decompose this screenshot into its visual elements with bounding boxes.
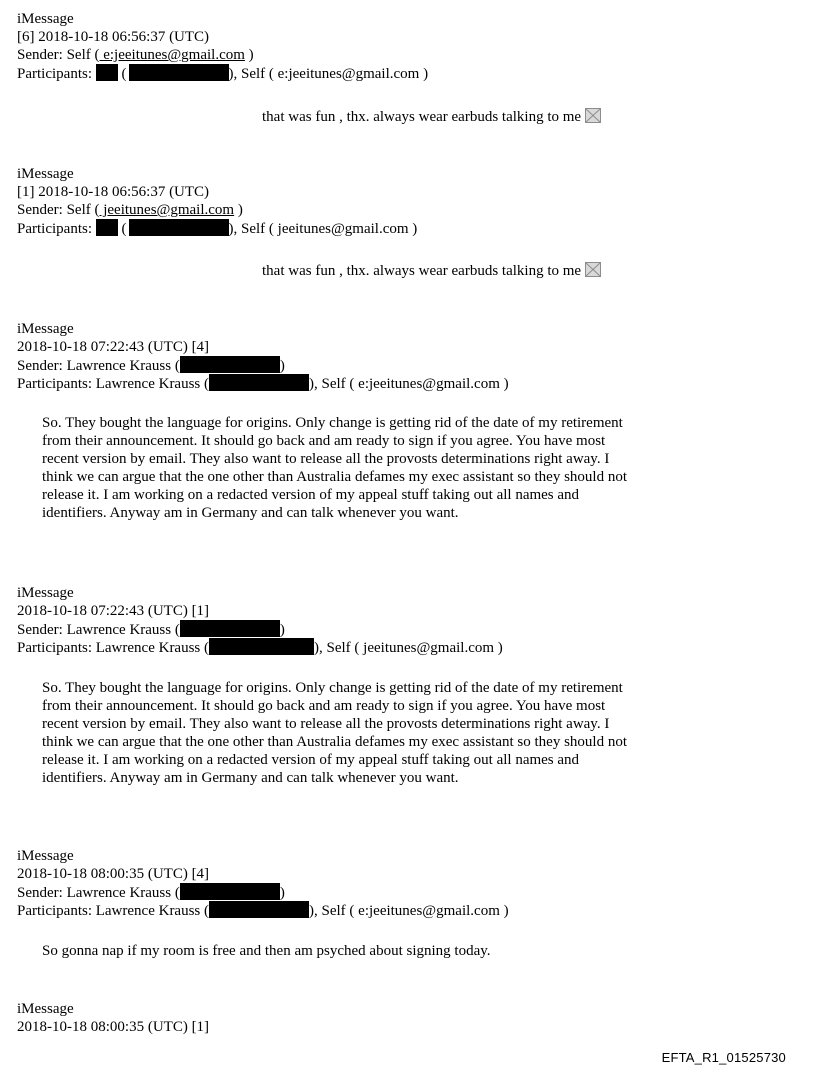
broken-image-icon (585, 108, 601, 123)
redaction-box (209, 374, 309, 391)
redaction-box (96, 64, 118, 81)
message-header: 2018-10-18 07:22:43 (UTC) [1] (17, 603, 210, 619)
message-body: So. They bought the language for origins. Only change is getting rid of the date of my retirement from their announcement. It should go back and am ready to sign if you agree. You have most recent version by email. They also want to release all the provosts determinations right away. I think we can argue that the one other than Australia defames my exec assistant so they should not release it. I am working on a redacted version of my appeal stuff taking out all names and identifiers. Anyway am in Germany and can talk whenever you want. (42, 415, 627, 521)
participants-suffix: ), Self ( e:jeeitunes@gmail.com ) (309, 903, 509, 919)
service-label: iMessage (17, 848, 74, 864)
sender-prefix: Sender: Lawrence Krauss ( (17, 622, 180, 638)
participants-line (17, 64, 428, 83)
participants-prefix: Participants: Lawrence Krauss ( (17, 376, 210, 392)
participants-line (17, 638, 503, 657)
participants-line (17, 901, 509, 920)
sender-prefix: Sender: Lawrence Krauss ( (17, 885, 180, 901)
redaction-box (180, 883, 280, 900)
redaction-box (129, 219, 229, 236)
sender-prefix: Sender: Self ( (17, 202, 100, 218)
participants-mid: ( (121, 221, 127, 237)
participants-line (17, 219, 417, 238)
sender-suffix: ) (279, 885, 285, 901)
message-body (262, 108, 601, 126)
redaction-box (129, 64, 229, 81)
sender-suffix: ) (279, 358, 285, 374)
service-label: iMessage (17, 321, 74, 337)
sender-handle: jeeitunes@gmail.com (99, 202, 235, 218)
participants-suffix: ), Self ( e:jeeitunes@gmail.com ) (228, 66, 429, 82)
message-body (262, 262, 601, 280)
participants-prefix: Participants: Lawrence Krauss ( (17, 903, 210, 919)
sender-handle: e:jeeitunes@gmail.com (99, 47, 245, 63)
participants-prefix: Participants: Lawrence Krauss ( (17, 640, 210, 656)
sender-suffix: ) (244, 47, 254, 63)
sender-suffix: ) (279, 622, 285, 638)
participants-prefix: Participants: (17, 66, 92, 82)
participants-mid: ( (121, 66, 127, 82)
redaction-box (180, 620, 280, 637)
message-header: [1] 2018-10-18 06:56:37 (UTC) (17, 184, 210, 200)
message-header: 2018-10-18 07:22:43 (UTC) [4] (17, 339, 210, 355)
broken-image-icon (585, 262, 601, 277)
message-header: 2018-10-18 08:00:35 (UTC) [4] (17, 866, 210, 882)
participants-suffix: ), Self ( e:jeeitunes@gmail.com ) (309, 376, 509, 392)
participants-suffix: ), Self ( jeeitunes@gmail.com ) (314, 640, 503, 656)
sender-line (17, 620, 285, 639)
redaction-box (180, 356, 280, 373)
participants-line (17, 374, 509, 393)
sender-line (17, 356, 285, 375)
message-body: So. They bought the language for origins. Only change is getting rid of the date of my retirement from their announcement. It should go back and am ready to sign if you agree. You have most recent version by email. They also want to release all the provosts determinations right away. I think we can argue that the one other than Australia defames my exec assistant so they should not release it. I am working on a redacted version of my appeal stuff taking out all names and identifiers. Anyway am in Germany and can talk whenever you want. (42, 680, 627, 786)
service-label: iMessage (17, 1001, 74, 1017)
sender-line (17, 883, 285, 902)
service-label: iMessage (17, 585, 74, 601)
sender-suffix: ) (234, 202, 243, 218)
document-id: EFTA_R1_01525730 (661, 1050, 786, 1065)
sender-prefix: Sender: Lawrence Krauss ( (17, 358, 180, 374)
participants-suffix: ), Self ( jeeitunes@gmail.com ) (228, 221, 418, 237)
participants-prefix: Participants: (17, 221, 92, 237)
redaction-box (209, 901, 309, 918)
message-header: [6] 2018-10-18 06:56:37 (UTC) (17, 29, 210, 45)
message-body: So gonna nap if my room is free and then am psyched about signing today. (42, 943, 491, 959)
sender-line (17, 46, 254, 64)
redaction-box (209, 638, 314, 655)
sender-prefix: Sender: Self ( (17, 47, 100, 63)
message-header: 2018-10-18 08:00:35 (UTC) [1] (17, 1019, 210, 1035)
message-text: that was fun , thx. always wear earbuds talking to me (262, 263, 582, 279)
service-label: iMessage (17, 11, 74, 27)
redaction-box (96, 219, 118, 236)
service-label: iMessage (17, 166, 74, 182)
sender-line (17, 201, 243, 219)
message-text: that was fun , thx. always wear earbuds talking to me (262, 109, 582, 125)
